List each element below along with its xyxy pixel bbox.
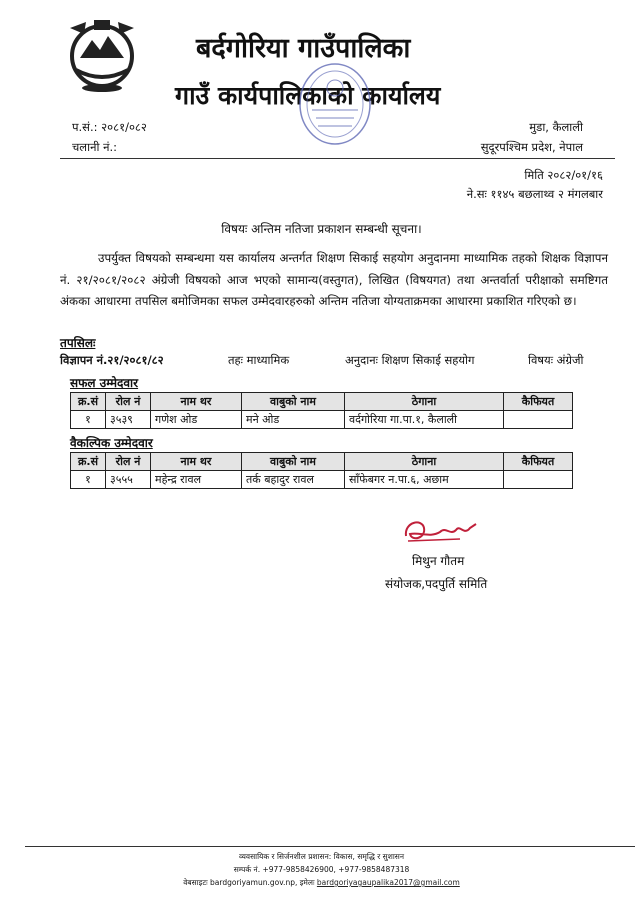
cell-sn: १ <box>71 471 106 489</box>
alternate-table <box>70 452 573 489</box>
table-header-row <box>71 453 573 471</box>
col-address: ठेगाना <box>345 393 504 411</box>
col-sn: क्र.सं <box>71 393 106 411</box>
cell-father: तर्क बहादुर रावल <box>242 471 345 489</box>
successful-table <box>70 392 573 429</box>
grant-type: अनुदानः शिक्षण सिकाई सहयोग <box>345 353 475 367</box>
header-divider <box>60 158 615 159</box>
email-label: इमेलः <box>299 878 315 887</box>
date-miti: मिति २०८२/०१/१६ <box>524 168 603 182</box>
signatory-role: संयोजक,पदपुर्ति समिति <box>385 577 488 591</box>
dispatch-number: चलानी नं.: <box>72 140 118 154</box>
office-address-1: मुडा, कैलाली <box>529 120 583 134</box>
office-address-2: सुदूरपश्चिम प्रदेश, नेपाल <box>480 140 583 154</box>
notice-subject: विषयः अन्तिम नतिजा प्रकाशन सम्बन्धी सूचना। <box>221 222 422 236</box>
footer-contact: सम्पर्क नं. +977-9858426900, +977-9858487318 <box>233 865 410 874</box>
website-link[interactable]: bardgoriyamun.gov.np <box>210 878 295 887</box>
col-name: नाम थर <box>151 393 242 411</box>
col-roll: रोल नं <box>106 393 151 411</box>
col-sn: क्र.सं <box>71 453 106 471</box>
office-title: गाउँ कार्यपालिकाको कार्यालय <box>175 81 441 110</box>
date-nepal-sambat: ने.सः ११४५ बछलाथ्व २ मंगलबार <box>466 187 603 201</box>
table-row <box>71 471 573 489</box>
nepal-emblem-logo <box>66 14 138 92</box>
table-header-row <box>71 393 573 411</box>
notice-body-text: उपर्युक्त विषयको सम्बन्धमा यस कार्यालय अन्तर्गत शिक्षण सिकाई सहयोग अनुदानमा माध्यामिक तहको शिक्षक विज्ञापन नं. २१/२०८१/२०८२ अंग्रेजी विषयको आज भएको सामान्य(वस्तुगत), लिखित (विषयगत) तथा अन्तर्वार्ता परीक्षाको समष्टिगत अंकका आधारमा तपसिल बमोजिमका सफल उम्मेदवारहरुको अन्तिम नतिजा योग्यताक्रमका आधारमा प्रकाशित गरिएको छ। <box>60 251 608 308</box>
footer-web-email: वेबसाइटः bardgoriyamun.gov.np, इमेलः bardgoriyagaupalika2017@gmail.com <box>183 878 460 887</box>
cell-address: साँफेबगर न.पा.६, अछाम <box>345 471 504 489</box>
col-remarks: कैफियत <box>504 393 573 411</box>
col-father: वाबुको नाम <box>242 453 345 471</box>
table-row <box>71 411 573 429</box>
cell-roll: ३५५५ <box>106 471 151 489</box>
subject-english: विषयः अंग्रेजी <box>528 353 584 367</box>
cell-remarks <box>504 411 573 429</box>
footer-motto: व्यवसायिक र सिर्जनशील प्रशासन: विकास, समृद्धि र सुशासन <box>238 852 404 861</box>
signatory-name: मिथुन गौतम <box>412 554 465 568</box>
office-seal-stamp <box>296 60 374 148</box>
col-roll: रोल नं <box>106 453 151 471</box>
notice-body <box>60 248 608 313</box>
footer-divider <box>25 846 635 847</box>
reference-number: प.सं.: २०८१/०८२ <box>72 120 147 134</box>
alternate-heading: वैकल्पिक उम्मेदवार <box>70 436 153 450</box>
cell-sn: १ <box>71 411 106 429</box>
level: तहः माध्यामिक <box>228 353 290 367</box>
cell-name: महेन्द्र रावल <box>151 471 242 489</box>
municipality-title: बर्दगोरिया गाउँपालिका <box>196 33 411 64</box>
email-link[interactable]: bardgoriyagaupalika2017@gmail.com <box>316 878 460 887</box>
cell-remarks <box>504 471 573 489</box>
cell-roll: ३५३९ <box>106 411 151 429</box>
col-remarks: कैफियत <box>504 453 573 471</box>
successful-heading: सफल उम्मेदवार <box>70 376 139 390</box>
col-address: ठेगाना <box>345 453 504 471</box>
advert-number: विज्ञापन नं.२१/२०८१/८२ <box>60 353 164 367</box>
cell-name: गणेश ओड <box>151 411 242 429</box>
website-label: वेबसाइटः <box>183 878 208 887</box>
details-heading: तपसिलः <box>60 336 96 350</box>
col-name: नाम थर <box>151 453 242 471</box>
signature-mark <box>400 514 482 548</box>
cell-address: वर्दगोरिया गा.पा.१, कैलाली <box>345 411 504 429</box>
col-father: वाबुको नाम <box>242 393 345 411</box>
cell-father: मने ओड <box>242 411 345 429</box>
